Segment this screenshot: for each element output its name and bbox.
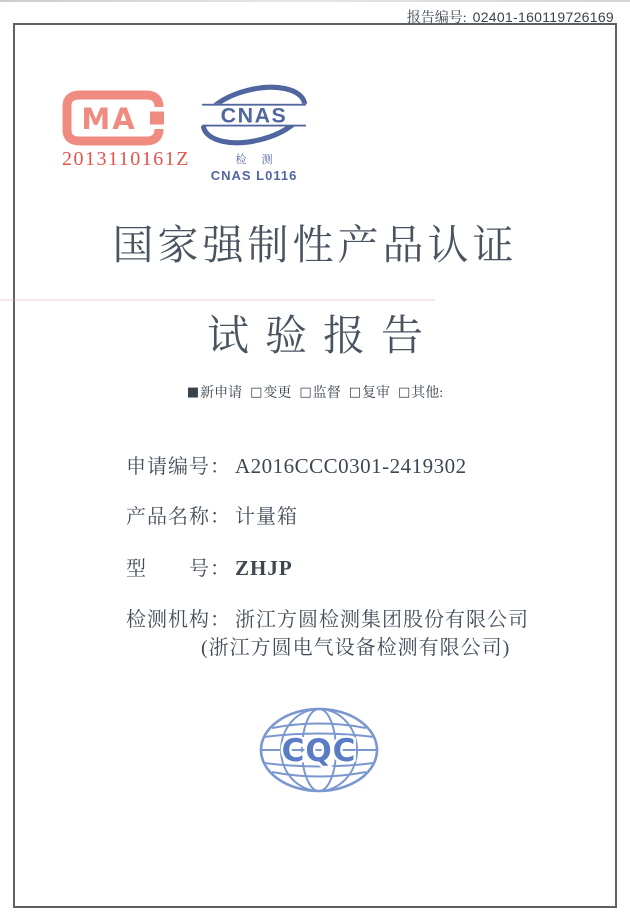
checkbox-checked-icon: ■ bbox=[186, 384, 200, 400]
page-subtitle: 试验报告 bbox=[206, 314, 439, 360]
checkbox-unchecked-icon: □ bbox=[398, 384, 411, 400]
cqc-logo bbox=[256, 704, 382, 796]
checkbox-unchecked-icon: □ bbox=[348, 384, 361, 400]
application-type-option-review bbox=[349, 382, 390, 402]
model-value: ZHJP bbox=[235, 556, 293, 580]
page-title: 国家强制性产品认证 bbox=[112, 222, 518, 268]
cqc-mark-text: CQC bbox=[281, 733, 357, 769]
application-type-label: 新申请 bbox=[200, 386, 243, 401]
field-model bbox=[126, 552, 293, 581]
field-test-organization bbox=[126, 603, 529, 632]
application-type-option-new bbox=[187, 382, 242, 402]
application-type-label: 监督 bbox=[312, 386, 341, 401]
cma-certificate-number: 2013110161Z bbox=[62, 148, 190, 170]
cma-mark-text: MA bbox=[81, 102, 137, 136]
checkbox-unchecked-icon: □ bbox=[299, 384, 312, 400]
cnas-caption-chinese: 检 测 bbox=[235, 154, 279, 166]
cnas-logo bbox=[197, 84, 311, 183]
field-label: 申请编号： bbox=[126, 456, 231, 478]
report-number-label: 报告编号: bbox=[406, 11, 467, 26]
test-organization-line2: (浙江方圆电气设备检测有限公司) bbox=[201, 637, 511, 659]
cma-logo bbox=[62, 90, 190, 171]
scan-line-artifact bbox=[0, 299, 435, 301]
field-product-name bbox=[126, 500, 298, 529]
application-type-label: 复审 bbox=[362, 386, 390, 401]
report-number-value: 02401-160119726169 bbox=[472, 9, 614, 25]
application-type-label: 变更 bbox=[263, 386, 292, 401]
checkbox-unchecked-icon: □ bbox=[250, 384, 263, 400]
product-name-value: 计量箱 bbox=[235, 506, 298, 528]
cqc-globe-icon bbox=[256, 704, 382, 796]
application-type-label: 其他: bbox=[411, 386, 444, 401]
cnas-mark-text: CNAS bbox=[220, 103, 288, 128]
field-label: 检测机构： bbox=[126, 609, 231, 631]
field-application-number bbox=[126, 450, 467, 479]
test-organization-line1: 浙江方圆检测集团股份有限公司 bbox=[235, 609, 529, 631]
application-type-option-supervision bbox=[299, 382, 340, 402]
cma-mark-icon bbox=[62, 90, 166, 146]
cnas-accreditation-code: CNAS L0116 bbox=[210, 168, 298, 183]
field-label: 型 号： bbox=[126, 558, 231, 580]
application-type-option-other bbox=[398, 382, 443, 402]
application-type-option-change bbox=[250, 382, 291, 402]
scan-edge-artifact bbox=[0, 0, 630, 2]
cnas-mark-icon bbox=[197, 84, 311, 146]
field-label: 产品名称： bbox=[126, 506, 231, 528]
application-type-row bbox=[0, 382, 630, 402]
application-number-value: A2016CCC0301-2419302 bbox=[235, 454, 467, 478]
